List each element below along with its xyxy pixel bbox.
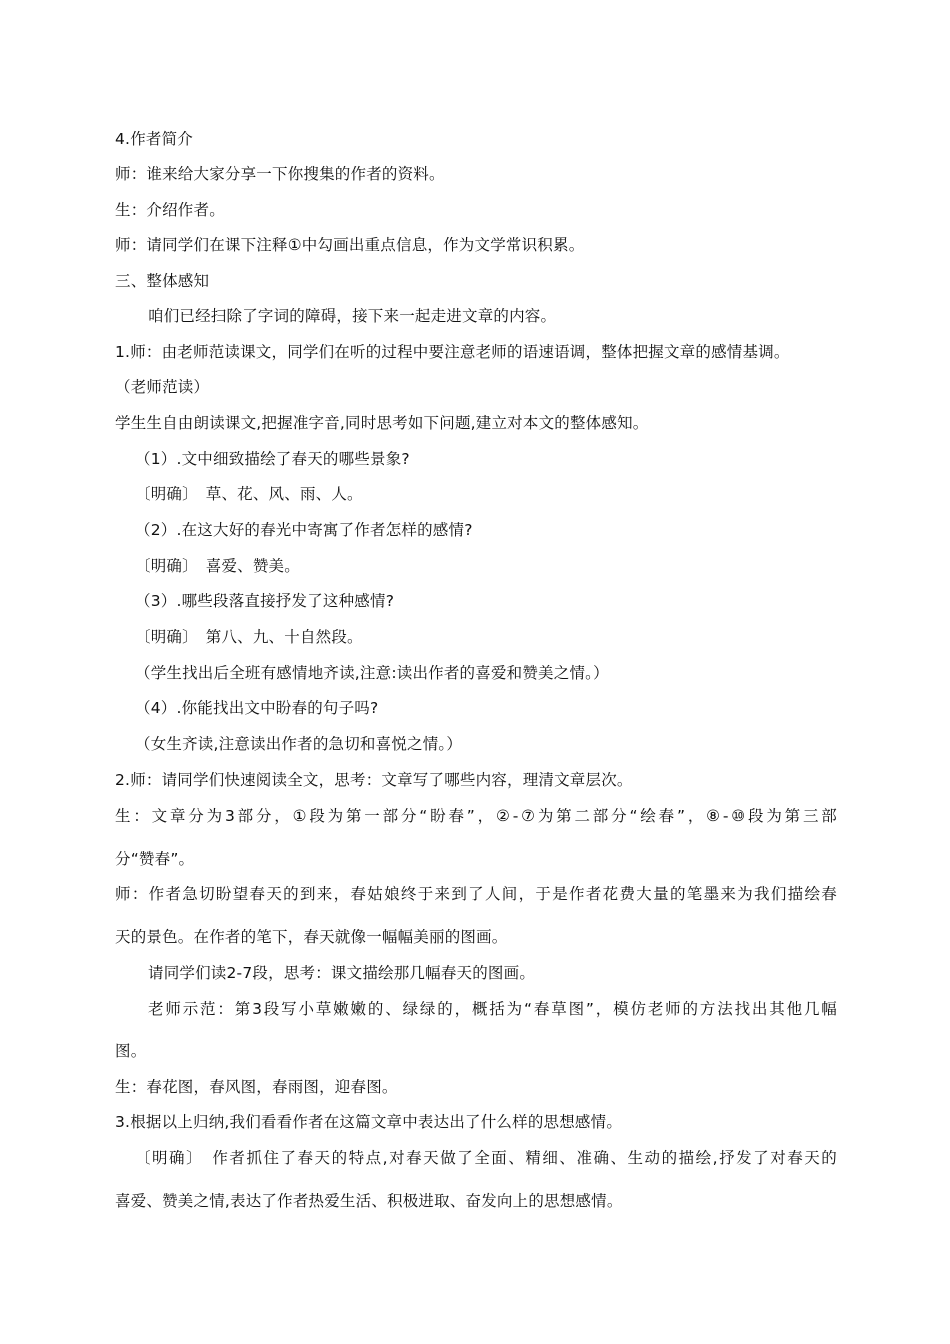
paragraph-text: 3.根据以上归纳,我们看看作者在这篇文章中表达出了什么样的思想感情。 [115, 1113, 623, 1131]
question-item: （4）.你能找出文中盼春的句子吗? [135, 699, 379, 717]
teacher-line: 师：请同学们在课下注释①中勾画出重点信息，作为文学常识积累。 [115, 236, 585, 254]
student-line: 生：文章分为3部分，①段为第一部分“盼春”，②-⑦为第二部分“绘春”，⑧-⑩段为第三部 [115, 807, 837, 825]
teacher-line: 师：作者急切盼望春天的到来，春姑娘终于来到了人间，于是作者花费大量的笔墨来为我们描绘春 [115, 885, 837, 903]
paragraph-text: （女生齐读,注意读出作者的急切和喜悦之情。） [135, 735, 463, 753]
paragraph-text: 2.师：请同学们快速阅读全文，思考：文章写了哪些内容，理清文章层次。 [115, 771, 633, 789]
answer-item: 〔明确〕 草、花、风、雨、人。 [135, 485, 363, 503]
section-heading-overall-perception: 三、整体感知 [115, 272, 210, 290]
paragraph-text-continued: 图。 [115, 1042, 147, 1060]
paragraph-text: （老师范读） [115, 378, 210, 396]
student-line-continued: 分“赞春”。 [115, 850, 195, 868]
teacher-line-continued: 天的景色。在作者的笔下，春天就像一幅幅美丽的图画。 [115, 928, 508, 946]
section-heading-author-intro: 4.作者简介 [115, 130, 193, 148]
paragraph-text: （学生找出后全班有感情地齐读,注意:读出作者的喜爱和赞美之情。） [135, 664, 609, 682]
student-line: 生：介绍作者。 [115, 201, 225, 219]
paragraph-text: 咱们已经扫除了字词的障碍，接下来一起走进文章的内容。 [148, 307, 557, 325]
question-item: （2）.在这大好的春光中寄寓了作者怎样的感情? [135, 521, 473, 539]
paragraph-text: 学生生自由朗读课文,把握准字音,同时思考如下问题,建立对本文的整体感知。 [115, 414, 649, 432]
answer-item: 〔明确〕 第八、九、十自然段。 [135, 628, 363, 646]
paragraph-text: 老师示范：第3段写小草嫩嫩的、绿绿的，概括为“春草图”，模仿老师的方法找出其他几幅 [148, 1000, 837, 1018]
paragraph-text: 请同学们读2-7段，思考：课文描绘那几幅春天的图画。 [148, 964, 536, 982]
answer-item: 〔明确〕 喜爱、赞美。 [135, 557, 300, 575]
question-item: （1）.文中细致描绘了春天的哪些景象? [135, 450, 410, 468]
student-line: 生：春花图，春风图，春雨图，迎春图。 [115, 1078, 398, 1096]
answer-item: 〔明确〕 作者抓住了春天的特点,对春天做了全面、精细、准确、生动的描绘,抒发了对春天的 [135, 1149, 837, 1167]
paragraph-text: 1.师：由老师范读课文，同学们在听的过程中要注意老师的语速语调，整体把握文章的感情基调。 [115, 343, 790, 361]
question-item: （3）.哪些段落直接抒发了这种感情? [135, 592, 395, 610]
teacher-line: 师：谁来给大家分享一下你搜集的作者的资料。 [115, 165, 445, 183]
answer-item-continued: 喜爱、赞美之情,表达了作者热爱生活、积极进取、奋发向上的思想感情。 [115, 1192, 623, 1210]
